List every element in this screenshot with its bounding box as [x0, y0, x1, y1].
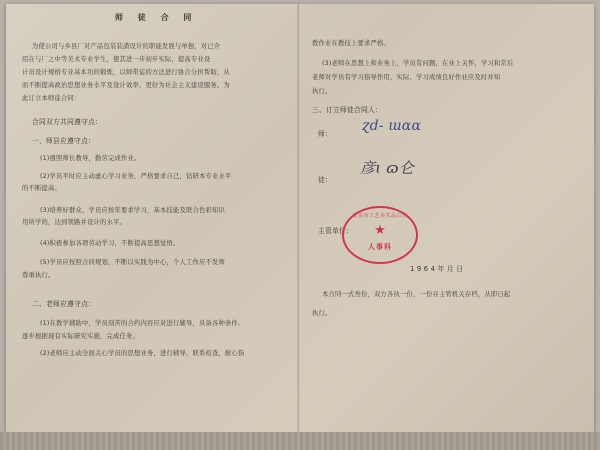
apprentice-signature: 彦ɩ ɷ仑: [360, 159, 414, 177]
center-fold: [297, 4, 300, 432]
seal-department: 人事科: [368, 243, 392, 251]
intro-line: 而不断提高政治思想业务水平及设计效率，更好为社会主义建设服务。为: [22, 82, 230, 89]
seal-ring-text: 北京市工艺美术品公司: [352, 213, 408, 219]
apprentice-clause: (5)学员应按照合同规划，不断以实践为中心，个人工作应不发师: [40, 259, 225, 266]
continued-clause: 教作业在教技上要求严格。: [312, 40, 390, 47]
intro-line: 此订立本师徒合同：: [22, 95, 81, 102]
master-clause: 逐步根据现有实际研究实施，完成任务。: [22, 333, 139, 340]
continued-clause: 执行。: [312, 88, 332, 95]
apprentice-clause: (3)培养好群众，学员应按年要求学习，基本技能及联合色彩知识: [40, 207, 225, 214]
contract-date: 1 9 6 4 年 月 日: [410, 265, 464, 273]
section-apprentice-heading: 一、师县应遵守点：: [32, 137, 95, 145]
table-surface: [0, 432, 600, 450]
signatories-heading: 三、订立师徒合同人：: [312, 106, 382, 114]
continued-clause: 老师对学员有学习指导作用，实际，学习成绩良好作业应及时并知: [312, 74, 501, 81]
continued-clause: (3)老师在思想上和业务上，学员有问题，在业上关怀，学习和常后: [322, 60, 514, 67]
apprentice-clause: (2)学员平时应主动虚心学习业务，严格要求自己，钻研本专业水平: [40, 173, 232, 180]
master-signature: ɀd- ɯɑɑ: [362, 118, 422, 134]
master-label: 师：: [318, 130, 332, 138]
apprentice-clause: (4)积极参加各项劳动学习，不断提高思想觉悟。: [40, 240, 180, 247]
section-master-heading: 二、老师应遵守点：: [32, 300, 95, 308]
apprentice-clause: 用所学的，达到领路并设计的水平。: [22, 219, 126, 226]
master-clause: (2)老师应主动全面关心学员的思想业务，进行辅导，联系检查，耐心指: [40, 350, 245, 357]
closing-line: 执行。: [312, 310, 332, 317]
supervising-unit-label: 主管单位：: [318, 227, 353, 235]
intro-line: 为使公司与乡县厂对产品包装装潢设计的职能发展与单独，对已介: [32, 43, 221, 50]
closing-line: 本合同一式叁份，双方各执一份，一份存主管机关存档，从即日起: [322, 291, 511, 298]
master-clause: (1)在教学辅助中，学员刻苦的合约内容应对进行辅导，具备各种条件,: [40, 320, 241, 327]
apprentice-clause: 尊重执行。: [22, 272, 55, 279]
intro-line: 计员设计规格专业基本功的锻炼，以师带徒的方法进行协合分担帮助，从: [22, 69, 230, 76]
official-seal: [342, 206, 418, 264]
apprentice-clause: 的不断提高。: [22, 185, 61, 192]
document-title: 师 徒 合 同: [115, 13, 198, 22]
terms-heading: 合同双方共同遵守点：: [32, 118, 102, 126]
intro-line: 绍在与厂之中等美术专业学生，使其进一步初步实际，提高专业设: [22, 56, 211, 63]
apprentice-clause: (1)遵照师长教导，勤劳完成作业。: [40, 155, 141, 162]
star-icon: ★: [374, 223, 386, 238]
apprentice-label: 徒：: [318, 176, 332, 184]
